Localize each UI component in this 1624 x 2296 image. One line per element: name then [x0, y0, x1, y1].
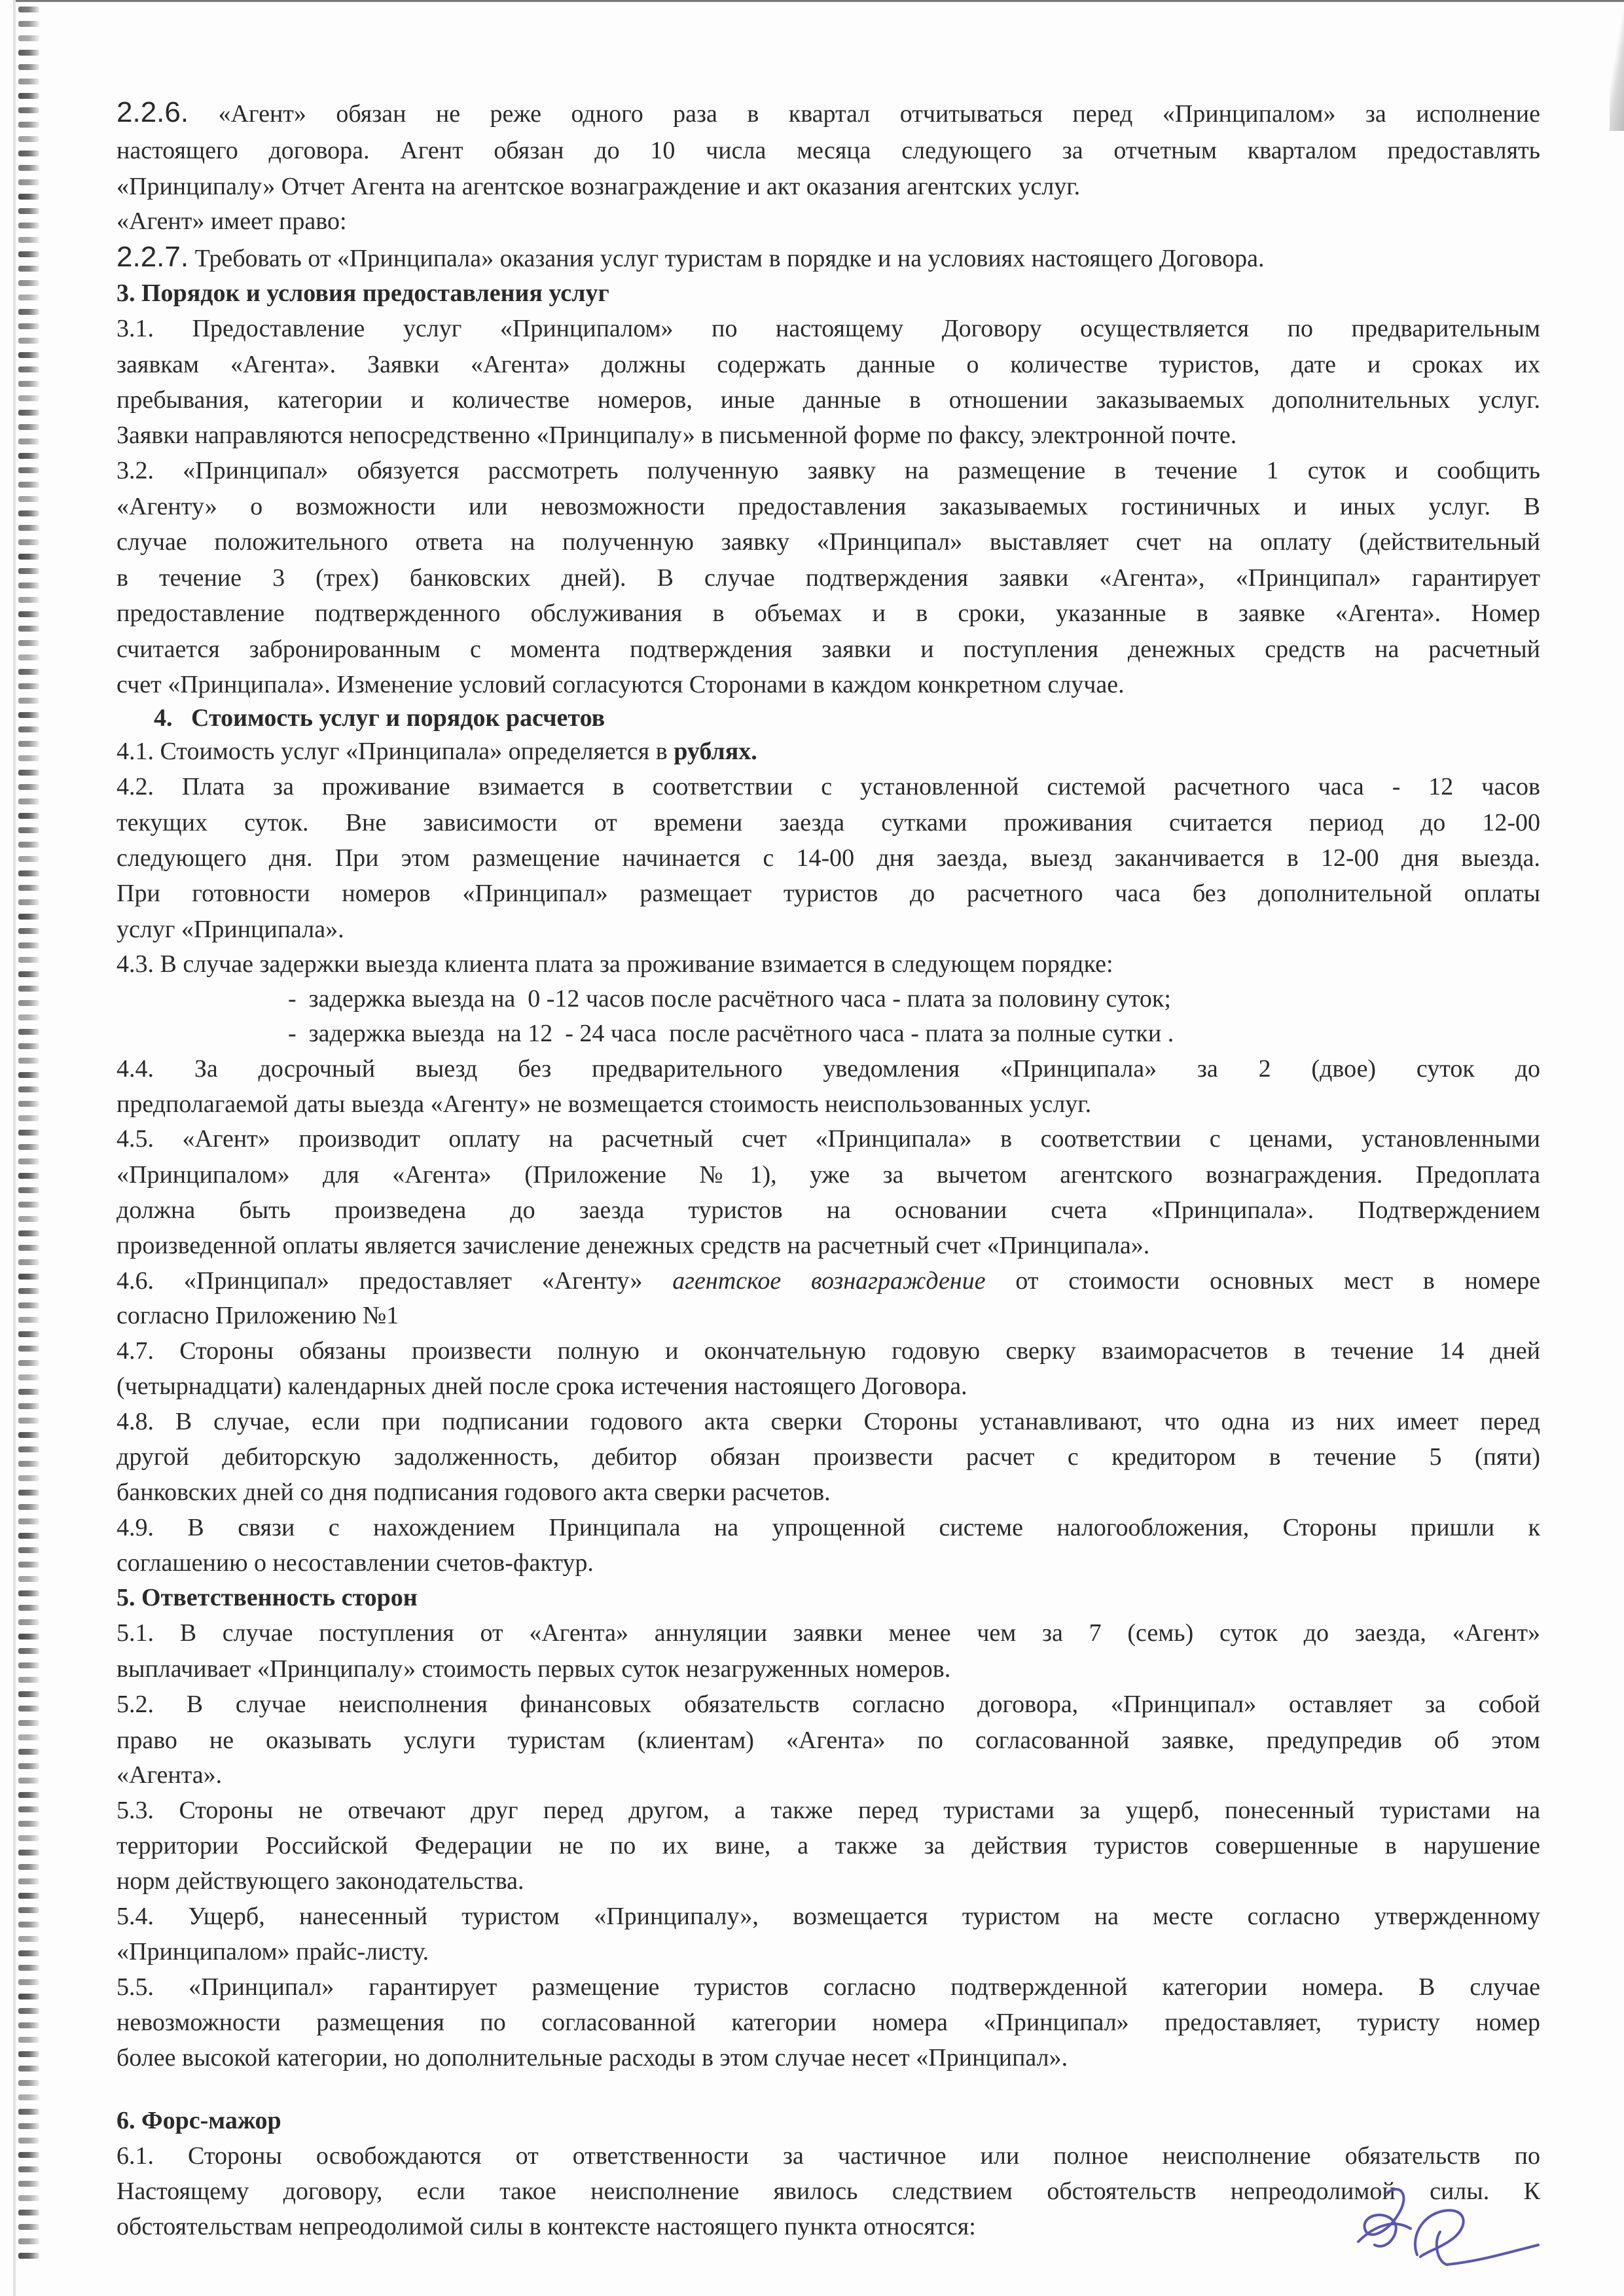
binding-mark	[18, 1677, 39, 1683]
binding-mark	[18, 1216, 39, 1222]
binding-mark	[18, 2094, 39, 2100]
binding-mark	[18, 1490, 39, 1496]
binding-mark	[18, 1029, 39, 1035]
binding-mark	[18, 2066, 39, 2072]
clause-number: 2.2.6.	[117, 96, 189, 128]
binding-mark	[18, 2051, 39, 2057]
binding-mark	[18, 1086, 39, 1092]
clause-3-1-line-2: заявкам «Агента». Заявки «Агента» должны содержать данные о количестве туристов, дате и сроках их	[117, 351, 1540, 378]
binding-mark	[18, 971, 39, 977]
binding-mark	[18, 1893, 39, 1899]
binding-mark	[18, 942, 39, 948]
binding-mark	[18, 1878, 39, 1884]
clause-3-1-line-3: пребывания, категории и количестве номеров, иные данные в отношении заказываемых дополнительных услуг.	[117, 386, 1540, 414]
clause-5-1-line-2: выплачивает «Принципалу» стоимость первых суток незагруженных номеров.	[117, 1655, 951, 1683]
binding-mark	[18, 611, 39, 617]
binding-mark	[18, 93, 39, 99]
clause-4-3-item-2: - задержка выезда на 12 - 24 часа после расчётного часа - плата за полные сутки .	[288, 1020, 1174, 1047]
binding-mark	[18, 2123, 39, 2129]
binding-mark	[18, 1403, 39, 1409]
binding-mark	[18, 352, 39, 358]
clause-3-2-line-5: предоставление подтвержденного обслуживания в объемах и в сроки, указанные в заявке «Агента». Номер	[117, 600, 1540, 627]
page-corner-shadow	[1610, 0, 1624, 131]
binding-mark	[18, 1778, 39, 1784]
binding-mark	[18, 1461, 39, 1467]
binding-mark	[18, 151, 39, 156]
binding-mark	[18, 683, 39, 689]
binding-holes-strip	[14, 0, 60, 2296]
binding-mark	[18, 655, 39, 660]
binding-mark	[18, 568, 39, 574]
clause-5-2-line-3: «Агента».	[117, 1761, 223, 1789]
section-4-heading: 4. Стоимость услуг и порядок расчетов	[117, 704, 605, 732]
clause-6-1-line-2: Настоящему договору, если такое неисполнение явилось следствием обстоятельств непреодолимой силы. К	[117, 2178, 1540, 2205]
binding-mark	[18, 251, 39, 257]
binding-mark	[18, 2109, 39, 2115]
binding-mark	[18, 1158, 39, 1164]
binding-mark	[18, 2210, 39, 2215]
clause-2-2-6-line-3: «Принципалу» Отчет Агента на агентское вознаграждение и акт оказания агентских услуг.	[117, 173, 1081, 200]
clause-4-2-line-4: При готовности номеров «Принципал» размещает туристов до расчетного часа без дополнительной оплаты	[117, 880, 1540, 907]
clause-5-4-line-2: «Принципалом» прайс-листу.	[117, 1938, 429, 1965]
binding-mark	[18, 2224, 39, 2230]
binding-mark	[18, 79, 39, 84]
clause-2-2-6-line-1	[117, 98, 1540, 128]
binding-mark	[18, 1259, 39, 1265]
binding-mark	[18, 1518, 39, 1524]
binding-mark	[18, 1230, 39, 1236]
clause-2-2-7	[117, 243, 1540, 273]
clause-2-2-6-line-2: настоящего договора. Агент обязан до 10 числа месяца следующего за отчетным кварталом предоставлять	[117, 137, 1540, 164]
clause-3-2-line-1: 3.2. «Принципал» обязуется рассмотреть полученную заявку на размещение в течение 1 суток и сообщить	[117, 457, 1540, 484]
clause-3-2-line-7: счет «Принципала». Изменение условий согласуются Сторонами в каждом конкретном случае.	[117, 671, 1125, 698]
binding-mark	[18, 1317, 39, 1323]
binding-mark	[18, 1475, 39, 1481]
binding-mark	[18, 726, 39, 732]
clause-4-6-line-2: согласно Приложению №1	[117, 1302, 399, 1329]
binding-mark	[18, 496, 39, 502]
binding-mark	[18, 237, 39, 243]
binding-mark	[18, 1749, 39, 1755]
binding-mark	[18, 1734, 39, 1740]
binding-mark	[18, 1101, 39, 1107]
binding-mark	[18, 511, 39, 516]
binding-mark	[18, 842, 39, 848]
clause-5-5-line-2: невозможности размещения по согласованной категории номера «Принципал» предоставляет, туристу номер	[117, 2009, 1540, 2036]
clause-text: Требовать от «Принципала» оказания услуг туристам в порядке и на условиях настоящего Договора.	[189, 245, 1265, 272]
binding-mark	[18, 194, 39, 200]
binding-mark	[18, 1000, 39, 1006]
binding-mark	[18, 1965, 39, 1971]
binding-mark	[18, 1058, 39, 1064]
binding-mark	[18, 525, 39, 531]
clause-5-5-line-1: 5.5. «Принципал» гарантирует размещение туристов согласно подтвержденной категории номера. В случае	[117, 1973, 1540, 2001]
clause-4-5-line-3: должна быть произведена до заезда туристов на основании счета «Принципала». Подтверждением	[117, 1196, 1540, 1224]
section-5-heading: 5. Ответственность сторон	[117, 1584, 418, 1611]
clause-4-3-item-1: - задержка выезда на 0 -12 часов после расчётного часа - плата за половину суток;	[288, 985, 1171, 1013]
binding-mark	[18, 367, 39, 372]
clause-4-1	[117, 737, 1540, 766]
handwritten-signature-icon	[1348, 2179, 1545, 2278]
binding-mark	[18, 1950, 39, 1956]
binding-mark	[18, 1835, 39, 1841]
binding-mark	[18, 1331, 39, 1337]
binding-mark	[18, 1202, 39, 1208]
binding-mark	[18, 1360, 39, 1366]
binding-mark	[18, 1806, 39, 1812]
binding-mark	[18, 2138, 39, 2144]
clause-text: 4.1. Стоимость услуг «Принципала» определяется в	[117, 738, 674, 765]
clause-4-2-line-3: следующего дня. При этом размещение начинается с 14-00 дня заезда, выезд заканчивается в 12-00 дня выезда.	[117, 844, 1540, 872]
binding-mark	[18, 122, 39, 128]
clause-number: 2.2.7.	[117, 241, 189, 273]
binding-mark	[18, 1821, 39, 1827]
clause-5-4-line-1: 5.4. Ущерб, нанесенный туристом «Принципалу», возмещается туристом на месте согласно утвержденному	[117, 1903, 1540, 1930]
binding-mark	[18, 1533, 39, 1539]
binding-mark	[18, 1346, 39, 1352]
clause-6-1-line-1: 6.1. Стороны освобождаются от ответственности за частичное или полное неисполнение обязательств по	[117, 2142, 1540, 2170]
binding-mark	[18, 1936, 39, 1942]
clause-4-7-line-2: (четырнадцати) календарных дней после срока истечения настоящего Договора.	[117, 1372, 967, 1400]
clause-4-4-line-2: предполагаемой даты выезда «Агенту» не возмещается стоимость неиспользованных услуг.	[117, 1090, 1092, 1118]
binding-mark	[18, 2166, 39, 2172]
clause-3-2-line-2: «Агенту» о возможности или невозможности предоставления заказываемых гостиничных и иных услуг. В	[117, 493, 1540, 520]
binding-mark	[18, 309, 39, 315]
binding-mark	[18, 179, 39, 185]
binding-mark	[18, 1922, 39, 1928]
binding-mark	[18, 35, 39, 41]
binding-mark	[18, 1288, 39, 1294]
binding-mark	[18, 914, 39, 920]
binding-mark	[18, 899, 39, 905]
binding-mark	[18, 1418, 39, 1424]
binding-mark	[18, 439, 39, 444]
clause-5-2-line-1: 5.2. В случае неисполнения финансовых обязательств согласно договора, «Принципал» оставляет за собой	[117, 1691, 1540, 1718]
binding-mark	[18, 1187, 39, 1193]
binding-mark	[18, 1792, 39, 1798]
binding-mark	[18, 1144, 39, 1150]
clause-3-1-line-4: Заявки направляются непосредственно «Принципалу» в письменной форме по факсу, электронной почте.	[117, 422, 1237, 449]
binding-mark	[18, 712, 39, 718]
binding-mark	[18, 482, 39, 488]
clause-4-5-line-1: 4.5. «Агент» производит оплату на расчетный счет «Принципала» в соответствии с ценами, установленными	[117, 1125, 1540, 1153]
binding-mark	[18, 395, 39, 401]
binding-mark	[18, 813, 39, 819]
clause-4-2-line-2: текущих суток. Вне зависимости от времени заезда сутками проживания считается период до 12-00	[117, 809, 1540, 836]
binding-mark	[18, 986, 39, 992]
binding-mark	[18, 626, 39, 632]
binding-mark	[18, 1576, 39, 1582]
binding-mark	[18, 1072, 39, 1078]
binding-mark	[18, 1432, 39, 1438]
clause-5-3-line-2: территории Российской Федерации не по их вине, а также за действия туристов совершенные в нарушение	[117, 1832, 1540, 1859]
binding-mark	[18, 1504, 39, 1510]
clause-6-1-line-3: обстоятельствам непреодолимой силы в контексте настоящего пункта относятся:	[117, 2213, 976, 2240]
binding-mark	[18, 1662, 39, 1668]
binding-mark	[18, 1547, 39, 1553]
clause-4-5-line-2: «Принципалом» для «Агента» (Приложение №1), уже за вычетом агентского вознаграждения. Предоплата	[117, 1161, 1540, 1189]
binding-mark	[18, 2195, 39, 2201]
page-top-edge	[13, 0, 1624, 2]
clause-5-2-line-2: право не оказывать услуги туристам (клиентам) «Агента» по согласованной заявке, предупредив об этом	[117, 1727, 1540, 1754]
clause-5-1-line-1: 5.1. В случае поступления от «Агента» аннуляции заявки менее чем за 7 (семь) суток до заезда, «Агент»	[117, 1619, 1540, 1647]
binding-mark	[18, 266, 39, 272]
binding-mark	[18, 1173, 39, 1179]
binding-mark	[18, 1043, 39, 1049]
binding-mark	[18, 338, 39, 344]
binding-mark	[18, 1648, 39, 1654]
clause-4-7-line-1: 4.7. Стороны обязаны произвести полную и окончательную годовую сверку взаиморасчетов в течение 14 дней	[117, 1337, 1540, 1365]
binding-mark	[18, 223, 39, 228]
binding-mark	[18, 1979, 39, 1985]
binding-mark	[18, 1994, 39, 2000]
binding-mark	[18, 2080, 39, 2086]
clause-4-8-line-1: 4.8. В случае, если при подписании годового акта сверки Стороны устанавливают, что одна из них имеет перед	[117, 1408, 1540, 1435]
binding-mark	[18, 1446, 39, 1452]
binding-mark	[18, 755, 39, 761]
binding-mark	[18, 295, 39, 300]
binding-mark	[18, 165, 39, 171]
binding-mark	[18, 554, 39, 560]
binding-mark	[18, 2152, 39, 2158]
binding-mark	[18, 1850, 39, 1856]
binding-mark	[18, 1907, 39, 1913]
agent-fee-term: агентское вознаграждение	[672, 1267, 986, 1295]
binding-mark	[18, 1014, 39, 1020]
binding-mark	[18, 1115, 39, 1121]
binding-mark	[18, 107, 39, 113]
clause-4-8-line-2: другой дебиторскую задолженность, дебитор обязан произвести расчет с кредитором в течение 5 (пяти)	[117, 1443, 1540, 1471]
agent-rights-label: «Агент» имеет право:	[117, 207, 347, 235]
binding-mark	[18, 870, 39, 876]
binding-mark	[18, 669, 39, 675]
section-6-heading: 6. Форс-мажор	[117, 2107, 281, 2134]
binding-mark	[18, 467, 39, 473]
binding-mark	[18, 1245, 39, 1251]
binding-mark	[18, 1130, 39, 1136]
binding-mark	[18, 798, 39, 804]
binding-mark	[18, 698, 39, 704]
binding-mark	[18, 856, 39, 862]
binding-mark	[18, 7, 39, 12]
clause-4-9-line-1: 4.9. В связи с нахождением Принципала на упрощенной системе налогообложения, Стороны пришли к	[117, 1514, 1540, 1541]
binding-mark	[18, 1605, 39, 1611]
clause-3-2-line-3: случае положительного ответа на полученную заявку «Принципал» выставляет счет на оплату (действительный	[117, 528, 1540, 556]
binding-mark	[18, 1691, 39, 1697]
binding-mark	[18, 957, 39, 963]
clause-4-6-line-1	[117, 1266, 1540, 1295]
binding-mark	[18, 424, 39, 430]
clause-4-9-line-2: соглашению о несоставлении счетов-фактур.	[117, 1549, 594, 1577]
clause-5-5-line-3: более высокой категории, но дополнительные расходы в этом случае несет «Принципал».	[117, 2044, 1068, 2072]
clause-4-4-line-1: 4.4. За досрочный выезд без предварительного уведомления «Принципала» за 2 (двое) суток до	[117, 1055, 1540, 1083]
binding-mark	[18, 1389, 39, 1395]
binding-mark	[18, 280, 39, 286]
binding-mark	[18, 885, 39, 891]
binding-mark	[18, 1619, 39, 1625]
binding-mark	[18, 1302, 39, 1308]
binding-mark	[18, 1763, 39, 1769]
binding-mark	[18, 410, 39, 416]
clause-4-8-line-3: банковских дней со дня подписания годового акта сверки расчетов.	[117, 1479, 831, 1506]
binding-mark	[18, 2008, 39, 2014]
binding-mark	[18, 2181, 39, 2187]
binding-mark	[18, 2238, 39, 2244]
binding-mark	[18, 208, 39, 214]
binding-mark	[18, 640, 39, 646]
binding-mark	[18, 1864, 39, 1870]
clause-text: 4.6. «Принципал» предоставляет «Агенту»	[117, 1267, 673, 1295]
binding-mark	[18, 64, 39, 70]
clause-5-3-line-3: норм действующего законодательства.	[117, 1867, 524, 1895]
binding-mark	[18, 1590, 39, 1596]
clause-4-2-line-1: 4.2. Плата за проживание взимается в соответствии с установленной системой расчетного часа - 12 часов	[117, 773, 1540, 800]
binding-mark	[18, 50, 39, 56]
clause-3-1-line-1: 3.1. Предоставление услуг «Принципалом» по настоящему Договору осуществляется по предварительным	[117, 315, 1540, 342]
binding-mark	[18, 597, 39, 603]
binding-mark	[18, 21, 39, 27]
binding-mark	[18, 323, 39, 329]
binding-mark	[18, 2037, 39, 2043]
binding-mark	[18, 1274, 39, 1280]
binding-mark	[18, 2022, 39, 2028]
clause-4-3: 4.3. В случае задержки выезда клиента плата за проживание взимается в следующем порядке:	[117, 950, 1113, 978]
binding-mark	[18, 827, 39, 833]
binding-mark	[18, 1720, 39, 1726]
clause-text: «Агент» обязан не реже одного раза в квартал отчитываться перед «Принципалом» за исполнение	[189, 100, 1540, 128]
binding-mark	[18, 453, 39, 459]
binding-mark	[18, 1374, 39, 1380]
clause-text: от стоимости основных мест в номере	[985, 1267, 1540, 1295]
binding-mark	[18, 1706, 39, 1712]
binding-mark	[18, 784, 39, 790]
currency-emphasis: рублях.	[674, 738, 757, 765]
binding-mark	[18, 2253, 39, 2259]
binding-mark	[18, 583, 39, 588]
binding-mark	[18, 539, 39, 545]
binding-mark	[18, 928, 39, 934]
clause-3-2-line-4: в течение 3 (трех) банковских дней). В случае подтверждения заявки «Агента», «Принципал» гарантирует	[117, 564, 1540, 592]
binding-mark	[18, 741, 39, 747]
binding-mark	[18, 770, 39, 776]
clause-4-2-line-5: услуг «Принципала».	[117, 916, 344, 943]
clause-3-2-line-6: считается забронированным с момента подтверждения заявки и поступления денежных средств на расчетный	[117, 636, 1540, 663]
clause-4-5-line-4: произведенной оплаты является зачисление денежных средств на расчетный счет «Принципала».	[117, 1232, 1150, 1259]
binding-mark	[18, 381, 39, 387]
binding-mark	[18, 136, 39, 142]
clause-5-3-line-1: 5.3. Стороны не отвечают друг перед другом, а также перед туристами за ущерб, понесенный туристами на	[117, 1797, 1540, 1824]
section-3-heading: 3. Порядок и условия предоставления услуг	[117, 279, 609, 307]
binding-mark	[18, 1562, 39, 1568]
binding-mark	[18, 1634, 39, 1640]
